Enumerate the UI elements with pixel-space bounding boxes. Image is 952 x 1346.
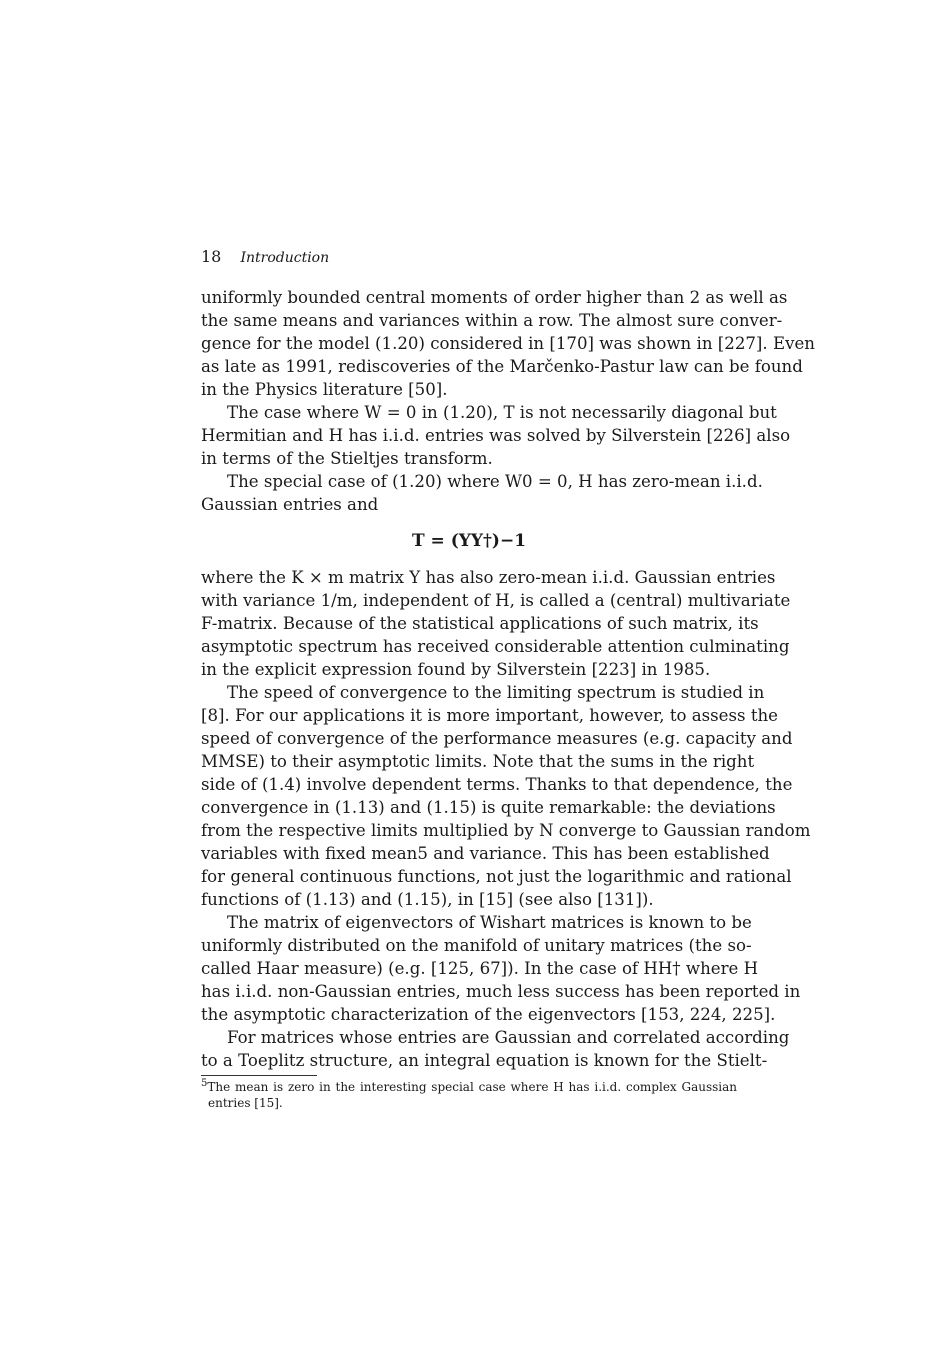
running-header — [201, 247, 329, 266]
text-line: uniformly bounded central moments of order higher than 2 as well as — [201, 288, 788, 307]
text-line: for general continuous functions, not just the logarithmic and rational — [201, 867, 792, 886]
paragraph — [201, 401, 791, 470]
text-line: in the Physics literature [50]. — [201, 380, 448, 399]
text-line: the asymptotic characterization of the eigenvectors [153, 224, 225]. — [201, 1005, 776, 1024]
text-line: has i.i.d. non-Gaussian entries, much less success has been reported in — [201, 982, 801, 1001]
text-line: with variance 1/m, independent of H, is called a (central) multivariate — [201, 591, 791, 610]
text-line: gence for the model (1.20) considered in [170] was shown in [227]. Even — [201, 334, 815, 353]
text-line: where the K × m matrix Y has also zero-mean i.i.d. Gaussian entries — [201, 568, 776, 587]
paragraph — [201, 470, 763, 516]
text-line: MMSE) to their asymptotic limits. Note that the sums in the right — [201, 752, 755, 771]
text-line: The matrix of eigenvectors of Wishart matrices is known to be — [227, 913, 752, 932]
text-line: Hermitian and H has i.i.d. entries was solved by Silverstein [226] also — [201, 426, 791, 445]
text-line: called Haar measure) (e.g. [125, 67]). In the case of HH† where H — [201, 959, 759, 978]
paragraph — [201, 911, 801, 1026]
text-line: [8]. For our applications it is more important, however, to assess the — [201, 706, 778, 725]
text-line: from the respective limits multiplied by N converge to Gaussian random — [201, 821, 811, 840]
footnote-line: entries [15]. — [208, 1096, 283, 1110]
text-line: The speed of convergence to the limiting spectrum is studied in — [227, 683, 765, 702]
text-line: convergence in (1.13) and (1.15) is quite remarkable: the deviations — [201, 798, 776, 817]
main-text — [201, 286, 815, 1072]
paragraph — [201, 566, 791, 681]
text-line: Gaussian entries and — [201, 495, 379, 514]
footnote-text: The mean is zero in the interesting special case where H has i.i.d. complex Gaussian — [207, 1080, 737, 1094]
text-line: to a Toeplitz structure, an integral equation is known for the Stielt- — [201, 1051, 768, 1070]
text-line: F-matrix. Because of the statistical applications of such matrix, its — [201, 614, 759, 633]
footnote-rule — [201, 1075, 317, 1076]
display-equation — [201, 516, 737, 566]
text-line: as late as 1991, rediscoveries of the Marčenko-Pastur law can be found — [201, 357, 803, 376]
text-line: uniformly distributed on the manifold of unitary matrices (the so- — [201, 936, 752, 955]
text-line: speed of convergence of the performance measures (e.g. capacity and — [201, 729, 793, 748]
paragraph — [201, 286, 815, 401]
running-title: Introduction — [240, 250, 330, 266]
equation-text: T = (YY†)−1 — [411, 531, 527, 551]
text-line: asymptotic spectrum has received considerable attention culminating — [201, 637, 790, 656]
text-line: variables with fixed mean5 and variance. This has been established — [201, 844, 770, 863]
text-line: side of (1.4) involve dependent terms. Thanks to that dependence, the — [201, 775, 793, 794]
text-line: For matrices whose entries are Gaussian and correlated according — [227, 1028, 790, 1047]
footnote-line — [201, 1079, 737, 1095]
text-line: functions of (1.13) and (1.15), in [15] (see also [131]). — [201, 890, 654, 909]
page-number: 18 — [201, 247, 222, 266]
text-line: in the explicit expression found by Silverstein [223] in 1985. — [201, 660, 711, 679]
text-line: The case where W = 0 in (1.20), T is not necessarily diagonal but — [227, 403, 777, 422]
footnote-marker: 5 — [201, 1078, 208, 1089]
paragraph — [201, 1026, 790, 1072]
text-line: the same means and variances within a row. The almost sure conver- — [201, 311, 783, 330]
text-line: The special case of (1.20) where W0 = 0, H has zero-mean i.i.d. — [227, 472, 763, 491]
footnote — [201, 1079, 737, 1111]
text-line: in terms of the Stieltjes transform. — [201, 449, 493, 468]
paragraph — [201, 681, 811, 911]
